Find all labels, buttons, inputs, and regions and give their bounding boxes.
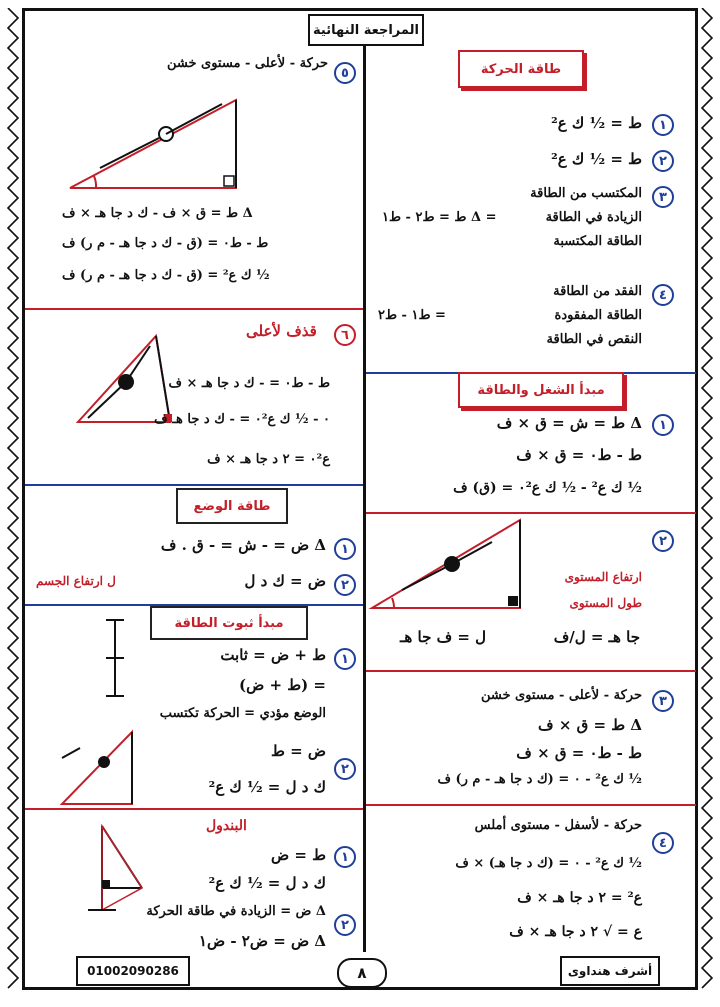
phone-number-box: 01002090286 — [76, 956, 190, 986]
section-5-line-2: ط - ط٠ = (ق - ك د جا هـ - م ر) ف — [62, 236, 269, 251]
section-5-line-1: Δ ط = ق × ف - ك د جا هـ × ف — [62, 206, 253, 221]
height-diagram — [100, 618, 130, 698]
work-item-4-line-1: حركة - لأسفل - مستوى أملس — [474, 818, 642, 833]
right-zigzag-border — [700, 8, 714, 990]
potential-item-2-number: ٢ — [334, 574, 356, 596]
work-item-4-number: ٤ — [652, 832, 674, 854]
work-item-3-line-4: ½ ك ع² - ٠ = (ك د جا هـ - م ر) ف — [437, 772, 642, 787]
work-item-3-line-3: ط - ط٠ = ق × ف — [516, 744, 642, 762]
pendulum-item-2-line-2: Δ ض = ض٢ - ض١ — [198, 932, 326, 950]
kinetic-item-3-line-1: المكتسب من الطاقة — [530, 186, 642, 201]
incline-diagram-section-5 — [70, 96, 250, 194]
pendulum-item-1-number: ١ — [334, 846, 356, 868]
section-6-line-1: ط - ط٠ = - ك د جا هـ × ف — [168, 376, 330, 391]
pendulum-item-1-line-1: ط = ض — [270, 846, 326, 864]
potential-energy-heading: طاقة الوضع — [176, 488, 288, 524]
pendulum-heading: البندول — [206, 818, 247, 834]
kinetic-item-3-rhs: = Δ ط = ط٢ - ط١ — [382, 210, 497, 225]
right-divider-2 — [366, 512, 696, 514]
work-item-2-eq-1: ل = ف جا هـ — [400, 628, 487, 646]
potential-item-2-note: ل ارتفاع الجسم — [36, 574, 116, 588]
author-name-box: أشرف هنداوى — [560, 956, 660, 986]
conservation-item-1-line-2: = (ط + ض) — [238, 676, 326, 694]
kinetic-energy-heading: طاقة الحركة — [458, 50, 584, 88]
work-item-4-line-3: ع² = ٢ د جا هـ × ف — [517, 890, 642, 906]
pendulum-item-2-line-1: Δ ض = الزيادة في طاقة الحركة — [146, 904, 326, 919]
kinetic-item-4-rhs: = ط١ - ط٢ — [378, 308, 446, 323]
kinetic-item-3-number: ٣ — [652, 186, 674, 208]
kinetic-item-3-line-2: الزيادة في الطاقة — [545, 210, 642, 225]
kinetic-item-1-equation: ط = ½ ك ع² — [551, 114, 642, 132]
page-number: ٨ — [337, 958, 387, 988]
kinetic-item-1-number: ١ — [652, 114, 674, 136]
potential-item-2-equation: ض = ك د ل — [244, 572, 326, 590]
kinetic-item-4-line-2: الطاقة المفقودة — [554, 308, 642, 323]
work-item-3-number: ٣ — [652, 690, 674, 712]
section-6-number: ٦ — [334, 324, 356, 346]
work-item-2-eq-2: جا هـ = ل/ف — [553, 628, 640, 646]
work-item-3-line-2: Δ ط = ق × ف — [538, 716, 642, 734]
section-6-title: قذف لأعلى — [246, 322, 317, 340]
conservation-item-2-line-2: ك د ل = ½ ك ع² — [208, 778, 326, 796]
work-item-2-label-2: طول المستوى — [569, 596, 642, 610]
kinetic-item-4-line-1: الفقد من الطاقة — [553, 284, 642, 299]
page-title: المراجعة النهائية — [308, 14, 424, 46]
section-5-line-3: ½ ك ع² = (ق - ك د جا هـ - م ر) ف — [62, 268, 270, 283]
section-5-number: ٥ — [334, 62, 356, 84]
left-zigzag-border — [6, 8, 20, 990]
work-item-2-label-1: ارتفاع المستوى — [564, 570, 642, 584]
kinetic-item-4-line-3: النقص في الطاقة — [546, 332, 642, 347]
work-item-1-line-1: Δ ط = ش = ق × ف — [496, 414, 642, 432]
left-divider-2 — [25, 484, 363, 486]
left-divider-1 — [25, 308, 363, 310]
pendulum-item-2-number: ٢ — [334, 914, 356, 936]
section-5-title: حركة - لأعلى - مستوى خشن — [166, 56, 328, 71]
right-divider-3 — [366, 670, 696, 672]
pendulum-diagram — [80, 822, 150, 918]
section-6-line-3: ع٠² = ٢ د جا هـ × ف — [207, 452, 330, 467]
work-item-2-number: ٢ — [652, 530, 674, 552]
work-item-3-line-1: حركة - لأعلى - مستوى خشن — [480, 688, 642, 703]
conservation-heading: مبدأ ثبوت الطاقة — [150, 606, 308, 640]
conservation-item-2-number: ٢ — [334, 758, 356, 780]
potential-item-1-equation: Δ ض = - ش = - ق . ف — [160, 536, 326, 554]
work-energy-heading: مبدأ الشغل والطاقة — [458, 372, 624, 408]
kinetic-item-4-number: ٤ — [652, 284, 674, 306]
work-item-1-number: ١ — [652, 414, 674, 436]
incline-diagram-right — [372, 516, 532, 616]
work-item-1-line-2: ط - ط٠ = ق × ف — [516, 446, 642, 464]
work-item-4-line-4: ع = √ ٢ د جا هـ × ف — [509, 924, 642, 940]
kinetic-item-2-number: ٢ — [652, 150, 674, 172]
kinetic-item-2-equation: ط = ½ ك ع² — [551, 150, 642, 168]
work-item-1-line-3: ½ ك ع² - ½ ك ع٠² = (ق) ف — [453, 480, 642, 496]
column-divider — [363, 36, 366, 952]
conservation-item-1-number: ١ — [334, 648, 356, 670]
potential-item-1-number: ١ — [334, 538, 356, 560]
work-item-4-line-2: ½ ك ع² - ٠ = (ك د جا هـ) × ف — [455, 856, 642, 871]
conservation-item-2-line-1: ض = ط — [270, 742, 326, 760]
right-divider-4 — [366, 804, 696, 806]
incline-diagram-conservation — [60, 728, 140, 808]
conservation-item-1-line-3: الوضع مؤدي = الحركة تكتسب — [159, 706, 326, 721]
conservation-item-1-line-1: ط + ض = ثابت — [220, 646, 326, 664]
left-divider-4 — [25, 808, 363, 810]
section-6-line-2: ٠ - ½ ك ع٠² = - ك د جا هـ ف — [154, 412, 330, 427]
pendulum-item-1-line-2: ك د ل = ½ ك ع² — [208, 874, 326, 892]
kinetic-item-3-line-3: الطاقة المكتسبة — [553, 234, 642, 249]
